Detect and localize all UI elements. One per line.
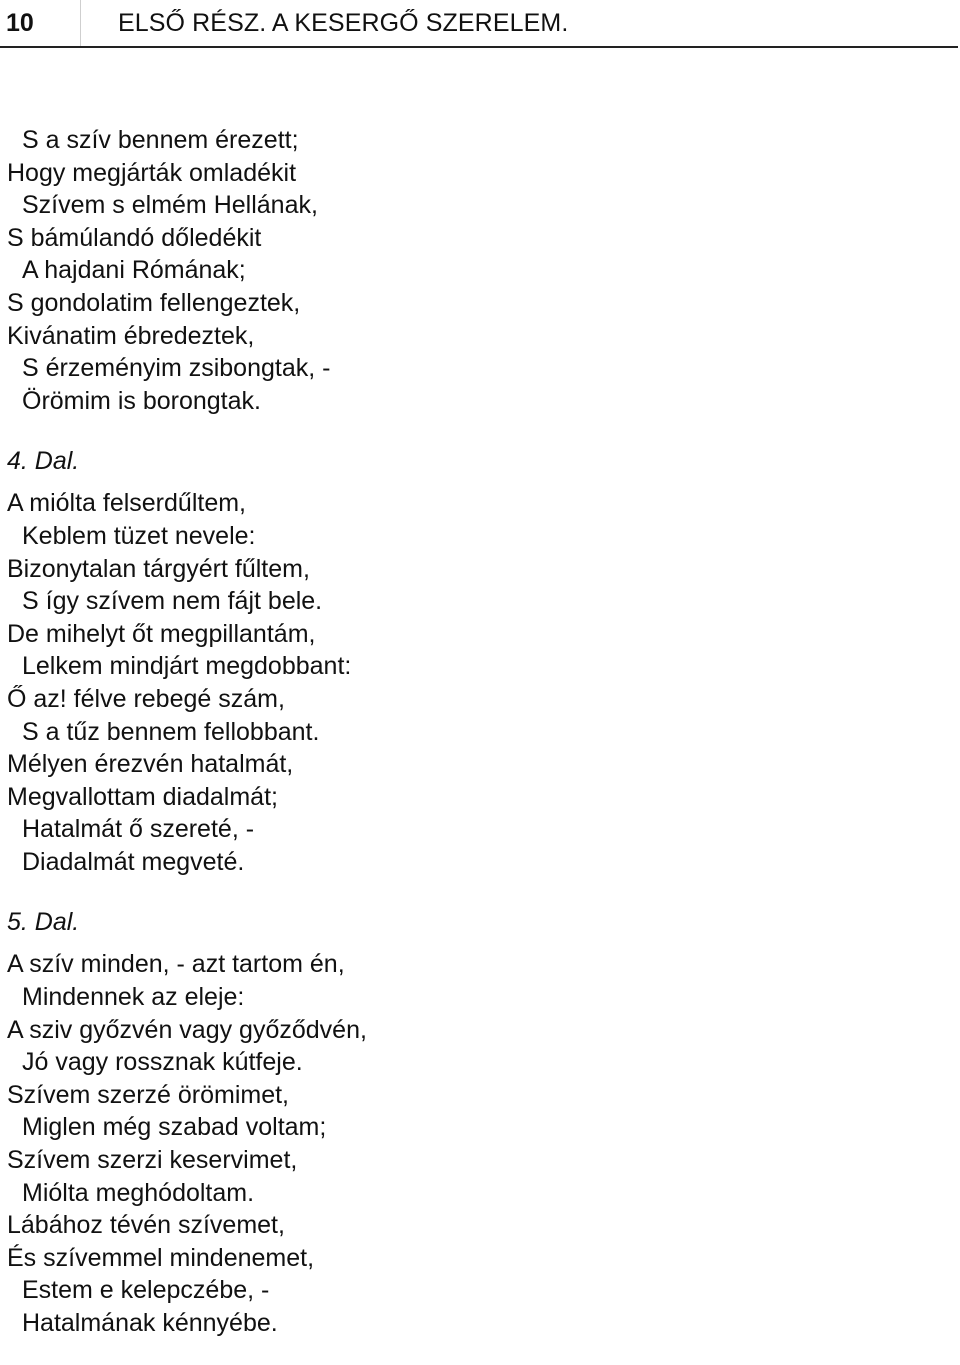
song-title: 4. Dal.: [7, 447, 80, 476]
poem-line: Bizonytalan tárgyért fűltem,: [7, 554, 310, 583]
poem-line: Megvallottam diadalmát;: [7, 782, 278, 811]
poem-line: A szív minden, - azt tartom én,: [7, 950, 345, 979]
poem-line: S érzeményim zsibongtak, -: [22, 354, 331, 383]
poem-line: Szívem szerzi keservimet,: [7, 1146, 298, 1175]
poem-line: Miólta meghódoltam.: [22, 1178, 255, 1207]
header-divider: [80, 0, 81, 46]
poem-line: S bámúlandó dőledékit: [7, 223, 262, 252]
poem-line: Kivánatim ébredeztek,: [7, 321, 255, 350]
song-5-lines: [7, 948, 947, 1339]
poem-line: Mélyen érezvén hatalmát,: [7, 750, 294, 779]
poem-line: S így szívem nem fájt bele.: [22, 587, 323, 616]
poem-line: És szívemmel mindenemet,: [7, 1243, 315, 1272]
running-header: [0, 0, 958, 48]
poem-line: Szívem s elmém Hellának,: [22, 191, 318, 220]
poem-line: Hatalmának kénnyébe.: [22, 1309, 278, 1337]
poem-line: Diadalmát megveté.: [22, 847, 245, 876]
page-number: 10: [6, 9, 34, 37]
poem-line: S a szív bennem érezett;: [22, 126, 299, 154]
poem-line: Estem e kelepczébe, -: [22, 1276, 270, 1305]
page-content: [7, 124, 947, 1340]
poem-line: Keblem tüzet nevele:: [22, 521, 256, 550]
poem-line: Lábához tévén szívemet,: [7, 1211, 285, 1240]
poem-line: De mihelyt őt megpillantám,: [7, 619, 316, 648]
song-4-lines: [7, 487, 947, 878]
poem-line: Lelkem mindjárt megdobbant:: [22, 652, 352, 681]
song-title: 5. Dal.: [7, 908, 80, 937]
poem-line: A sziv győzvén vagy győződvén,: [7, 1015, 367, 1044]
poem-line: Hatalmát ő szereté, -: [22, 815, 255, 844]
poem-line: Hogy megjárták omladékit: [7, 158, 297, 187]
poem-line: A miólta felserdűltem,: [7, 489, 246, 518]
poem-line: A hajdani Rómának;: [22, 256, 246, 285]
poem-line: S gondolatim fellengeztek,: [7, 288, 301, 317]
poem-line: Miglen még szabad voltam;: [22, 1113, 327, 1142]
poem-line: Örömim is borongtak.: [22, 386, 261, 415]
opening-stanza: [7, 124, 947, 417]
poem-line: Mindennek az eleje:: [22, 983, 245, 1012]
poem-line: Ő az! félve rebegé szám,: [7, 684, 285, 713]
poem-line: S a tűz bennem fellobbant.: [22, 717, 320, 746]
poem-line: Jó vagy rossznak kútfeje.: [22, 1048, 303, 1077]
poem-line: Szívem szerzé örömimet,: [7, 1080, 290, 1109]
chapter-title: ELSŐ RÉSZ. A KESERGŐ SZERELEM.: [118, 9, 569, 37]
